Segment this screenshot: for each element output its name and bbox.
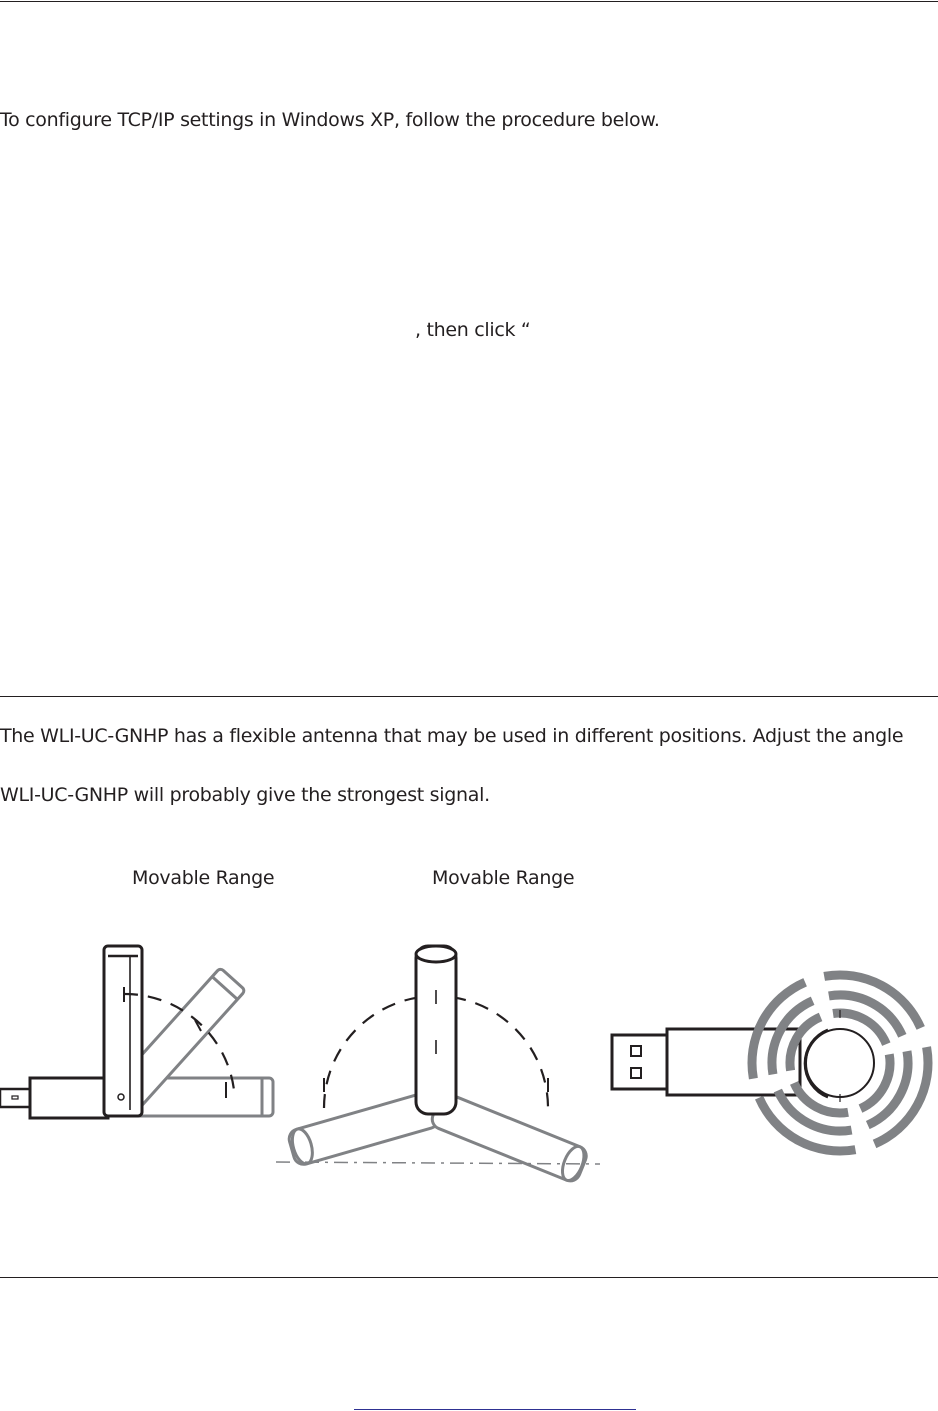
section-rule-middle [0, 696, 938, 697]
antenna-signal-waves-icon [608, 955, 938, 1165]
section-rule-bottom [0, 1277, 938, 1278]
tcpip-intro-text: To configure TCP/IP settings in Windows XP, follow the procedure below. [0, 109, 660, 131]
antenna-paragraph-line-2: WLI-UC-GNHP will probably give the strongest signal. [0, 784, 490, 806]
antenna-horizontal-rotation-icon [270, 930, 610, 1180]
top-rule [0, 1, 938, 2]
step-fragment-text: , then click “ [415, 319, 531, 341]
antenna-vertical-rotation-icon [0, 930, 290, 1130]
antenna-paragraph-line-1: The WLI-UC-GNHP has a flexible antenna that may be used in different positions. Adjust the angle [0, 725, 904, 747]
link-underline[interactable] [354, 1409, 636, 1410]
movable-range-label-left: Movable Range [132, 867, 275, 889]
movable-range-label-center: Movable Range [432, 867, 575, 889]
